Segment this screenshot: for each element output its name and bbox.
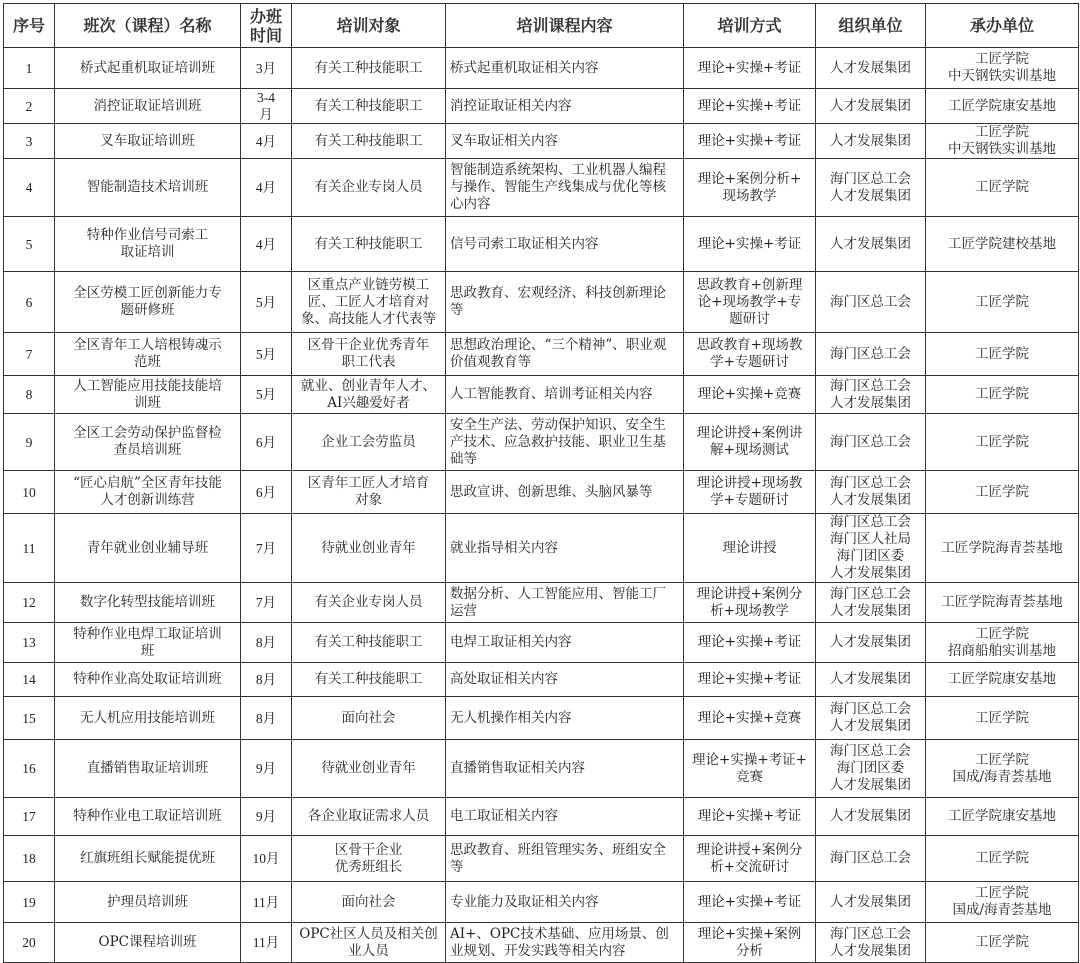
cell-target-audience: 面向社会	[292, 882, 446, 923]
cell-organizer: 海门区总工会 人才发展集团	[816, 697, 926, 740]
cell-training-method: 理论+实操+竞赛	[684, 376, 816, 414]
cell-month: 8月	[241, 697, 292, 740]
cell-organizer: 海门区总工会	[816, 836, 926, 882]
cell-organizer: 海门区总工会 人才发展集团	[816, 376, 926, 414]
cell-training-method: 理论讲授	[684, 514, 816, 583]
cell-course-content: 消控证取证相关内容	[446, 89, 684, 124]
cell-target-audience: OPC社区人员及相关创 业人员	[292, 923, 446, 963]
cell-month: 5月	[241, 333, 292, 376]
cell-course-content: 高处取证相关内容	[446, 663, 684, 697]
table-row	[4, 471, 1079, 514]
cell-month: 11月	[241, 882, 292, 923]
cell-target-audience: 有关工种技能职工	[292, 623, 446, 663]
cell-course-name: 数字化转型技能培训班	[55, 583, 241, 623]
table-row	[4, 124, 1079, 159]
cell-course-content: 电焊工取证相关内容	[446, 623, 684, 663]
cell-training-method: 理论讲授+案例讲 解+现场测试	[684, 414, 816, 471]
cell-index: 14	[4, 663, 55, 697]
cell-training-method: 理论讲授+现场教 学+专题研讨	[684, 471, 816, 514]
cell-target-audience: 就业、创业青年人才、 AI兴趣爱好者	[292, 376, 446, 414]
cell-course-name: 直播销售取证培训班	[55, 740, 241, 798]
cell-course-name: 特种作业高处取证培训班	[55, 663, 241, 697]
table-row	[4, 836, 1079, 882]
cell-host: 工匠学院	[926, 697, 1079, 740]
cell-course-name: 智能制造技术培训班	[55, 159, 241, 217]
cell-target-audience: 区重点产业链劳模工 匠、工匠人才培育对 象、高技能人才代表等	[292, 272, 446, 333]
cell-index: 20	[4, 923, 55, 963]
cell-course-content: 就业指导相关内容	[446, 514, 684, 583]
table-row	[4, 414, 1079, 471]
cell-organizer: 海门区总工会 人才发展集团	[816, 923, 926, 963]
cell-course-content: 叉车取证相关内容	[446, 124, 684, 159]
table-row	[4, 583, 1079, 623]
table-row	[4, 217, 1079, 272]
header-index: 序号	[4, 4, 55, 48]
cell-course-name: 青年就业创业辅导班	[55, 514, 241, 583]
cell-course-name: 护理员培训班	[55, 882, 241, 923]
cell-course-name: OPC课程培训班	[55, 923, 241, 963]
cell-index: 2	[4, 89, 55, 124]
cell-host: 工匠学院	[926, 159, 1079, 217]
cell-host: 工匠学院 招商船舶实训基地	[926, 623, 1079, 663]
cell-organizer: 人才发展集团	[816, 623, 926, 663]
cell-course-name: 特种作业电焊工取证培训 班	[55, 623, 241, 663]
table-row	[4, 740, 1079, 798]
cell-target-audience: 有关工种技能职工	[292, 663, 446, 697]
cell-organizer: 人才发展集团	[816, 89, 926, 124]
cell-month: 8月	[241, 623, 292, 663]
header-training-method: 培训方式	[684, 4, 816, 48]
cell-course-name: 全区青年工人培根铸魂示 范班	[55, 333, 241, 376]
cell-month: 10月	[241, 836, 292, 882]
header-month: 办班 时间	[241, 4, 292, 48]
cell-index: 18	[4, 836, 55, 882]
cell-training-method: 理论+实操+考证	[684, 124, 816, 159]
cell-index: 9	[4, 414, 55, 471]
table-row	[4, 333, 1079, 376]
cell-target-audience: 各企业取证需求人员	[292, 798, 446, 836]
header-course-content: 培训课程内容	[446, 4, 684, 48]
header-course-name: 班次（课程）名称	[55, 4, 241, 48]
cell-index: 19	[4, 882, 55, 923]
cell-course-name: 全区劳模工匠创新能力专 题研修班	[55, 272, 241, 333]
table-row	[4, 923, 1079, 963]
cell-course-content: 桥式起重机取证相关内容	[446, 48, 684, 89]
cell-organizer: 人才发展集团	[816, 882, 926, 923]
cell-training-method: 理论+实操+考证	[684, 89, 816, 124]
cell-organizer: 人才发展集团	[816, 48, 926, 89]
cell-training-method: 理论+实操+案例 分析	[684, 923, 816, 963]
cell-target-audience: 有关工种技能职工	[292, 124, 446, 159]
table-row	[4, 514, 1079, 583]
cell-month: 3-4 月	[241, 89, 292, 124]
cell-index: 17	[4, 798, 55, 836]
cell-month: 7月	[241, 583, 292, 623]
cell-month: 8月	[241, 663, 292, 697]
cell-target-audience: 区骨干企业优秀青年 职工代表	[292, 333, 446, 376]
cell-target-audience: 有关工种技能职工	[292, 48, 446, 89]
cell-index: 7	[4, 333, 55, 376]
cell-organizer: 海门区总工会 海门团区委 人才发展集团	[816, 740, 926, 798]
cell-host: 工匠学院康安基地	[926, 798, 1079, 836]
cell-month: 9月	[241, 798, 292, 836]
cell-index: 10	[4, 471, 55, 514]
table-row	[4, 48, 1079, 89]
cell-host: 工匠学院 国成/海青荟基地	[926, 740, 1079, 798]
cell-course-content: 思政教育、班组管理实务、班组安全等	[446, 836, 684, 882]
cell-month: 4月	[241, 217, 292, 272]
cell-course-name: 红旗班组长赋能提优班	[55, 836, 241, 882]
cell-training-method: 理论+实操+考证	[684, 623, 816, 663]
cell-index: 13	[4, 623, 55, 663]
table-row	[4, 272, 1079, 333]
cell-course-content: AI+、OPC技术基础、应用场景、创业规划、开发实践等相关内容	[446, 923, 684, 963]
training-schedule-table	[3, 3, 1079, 963]
cell-host: 工匠学院 中天钢铁实训基地	[926, 48, 1079, 89]
cell-organizer: 海门区总工会	[816, 414, 926, 471]
cell-course-name: 特种作业信号司索工 取证培训	[55, 217, 241, 272]
cell-training-method: 理论+实操+考证	[684, 48, 816, 89]
cell-organizer: 海门区总工会 人才发展集团	[816, 583, 926, 623]
table-row	[4, 663, 1079, 697]
cell-course-name: 无人机应用技能培训班	[55, 697, 241, 740]
table-row	[4, 623, 1079, 663]
cell-course-content: 思政教育、宏观经济、科技创新理论等	[446, 272, 684, 333]
header-organizer: 组织单位	[816, 4, 926, 48]
cell-host: 工匠学院建校基地	[926, 217, 1079, 272]
cell-training-method: 理论+实操+考证	[684, 882, 816, 923]
cell-organizer: 海门区总工会 人才发展集团	[816, 471, 926, 514]
cell-course-name: 桥式起重机取证培训班	[55, 48, 241, 89]
cell-host: 工匠学院海青荟基地	[926, 514, 1079, 583]
cell-host: 工匠学院 国成/海青荟基地	[926, 882, 1079, 923]
cell-host: 工匠学院	[926, 414, 1079, 471]
cell-course-content: 无人机操作相关内容	[446, 697, 684, 740]
cell-organizer: 海门区总工会 人才发展集团	[816, 159, 926, 217]
cell-host: 工匠学院	[926, 376, 1079, 414]
header-target-audience: 培训对象	[292, 4, 446, 48]
cell-target-audience: 有关工种技能职工	[292, 89, 446, 124]
cell-host: 工匠学院	[926, 836, 1079, 882]
header-host: 承办单位	[926, 4, 1079, 48]
cell-course-content: 思想政治理论、“三个精神”、职业观价值观教育等	[446, 333, 684, 376]
cell-organizer: 人才发展集团	[816, 798, 926, 836]
cell-training-method: 理论+实操+竞赛	[684, 697, 816, 740]
cell-course-name: 叉车取证培训班	[55, 124, 241, 159]
cell-course-content: 智能制造系统架构、工业机器人编程与操作、智能生产线集成与优化等核心内容	[446, 159, 684, 217]
cell-training-method: 理论+实操+考证+ 竞赛	[684, 740, 816, 798]
table-row	[4, 697, 1079, 740]
cell-target-audience: 待就业创业青年	[292, 740, 446, 798]
cell-course-name: 全区工会劳动保护监督检 查员培训班	[55, 414, 241, 471]
table-header-row	[4, 4, 1079, 48]
cell-training-method: 理论+实操+考证	[684, 663, 816, 697]
cell-training-method: 理论讲授+案例分 析+交流研讨	[684, 836, 816, 882]
cell-course-content: 人工智能教育、培训考证相关内容	[446, 376, 684, 414]
cell-course-name: 消控证取证培训班	[55, 89, 241, 124]
cell-organizer: 海门区总工会	[816, 333, 926, 376]
cell-course-content: 信号司索工取证相关内容	[446, 217, 684, 272]
cell-target-audience: 待就业创业青年	[292, 514, 446, 583]
cell-month: 6月	[241, 471, 292, 514]
table-row	[4, 159, 1079, 217]
cell-month: 6月	[241, 414, 292, 471]
cell-organizer: 人才发展集团	[816, 124, 926, 159]
cell-course-content: 安全生产法、劳动保护知识、安全生产技术、应急救护技能、职业卫生基础等	[446, 414, 684, 471]
cell-month: 9月	[241, 740, 292, 798]
cell-host: 工匠学院	[926, 272, 1079, 333]
cell-host: 工匠学院康安基地	[926, 663, 1079, 697]
cell-target-audience: 面向社会	[292, 697, 446, 740]
cell-target-audience: 有关企业专岗人员	[292, 583, 446, 623]
cell-index: 8	[4, 376, 55, 414]
cell-host: 工匠学院	[926, 923, 1079, 963]
cell-organizer: 人才发展集团	[816, 217, 926, 272]
cell-target-audience: 区青年工匠人才培育 对象	[292, 471, 446, 514]
cell-month: 5月	[241, 376, 292, 414]
cell-course-content: 数据分析、人工智能应用、智能工厂运营	[446, 583, 684, 623]
cell-index: 16	[4, 740, 55, 798]
table-row	[4, 376, 1079, 414]
cell-target-audience: 区骨干企业 优秀班组长	[292, 836, 446, 882]
cell-target-audience: 有关企业专岗人员	[292, 159, 446, 217]
cell-host: 工匠学院康安基地	[926, 89, 1079, 124]
cell-target-audience: 企业工会劳监员	[292, 414, 446, 471]
cell-course-name: “匠心启航”全区青年技能 人才创新训练营	[55, 471, 241, 514]
cell-course-name: 人工智能应用技能技能培 训班	[55, 376, 241, 414]
cell-course-content: 思政宣讲、创新思维、头脑风暴等	[446, 471, 684, 514]
cell-course-content: 专业能力及取证相关内容	[446, 882, 684, 923]
cell-organizer: 人才发展集团	[816, 663, 926, 697]
cell-index: 4	[4, 159, 55, 217]
cell-month: 3月	[241, 48, 292, 89]
cell-organizer: 海门区总工会 海门区人社局 海门团区委 人才发展集团	[816, 514, 926, 583]
cell-target-audience: 有关工种技能职工	[292, 217, 446, 272]
cell-index: 11	[4, 514, 55, 583]
cell-month: 7月	[241, 514, 292, 583]
cell-course-content: 直播销售取证相关内容	[446, 740, 684, 798]
cell-index: 3	[4, 124, 55, 159]
cell-training-method: 理论讲授+案例分 析+现场教学	[684, 583, 816, 623]
table-row	[4, 798, 1079, 836]
cell-index: 5	[4, 217, 55, 272]
cell-index: 12	[4, 583, 55, 623]
cell-organizer: 海门区总工会	[816, 272, 926, 333]
table-row	[4, 89, 1079, 124]
cell-month: 11月	[241, 923, 292, 963]
cell-index: 1	[4, 48, 55, 89]
table-row	[4, 882, 1079, 923]
cell-host: 工匠学院	[926, 471, 1079, 514]
cell-index: 6	[4, 272, 55, 333]
cell-month: 4月	[241, 159, 292, 217]
cell-index: 15	[4, 697, 55, 740]
cell-training-method: 理论+实操+考证	[684, 798, 816, 836]
cell-host: 工匠学院 中天钢铁实训基地	[926, 124, 1079, 159]
cell-host: 工匠学院海青荟基地	[926, 583, 1079, 623]
cell-training-method: 理论+实操+考证	[684, 217, 816, 272]
cell-course-content: 电工取证相关内容	[446, 798, 684, 836]
cell-training-method: 思政教育+现场教 学+专题研讨	[684, 333, 816, 376]
cell-month: 4月	[241, 124, 292, 159]
cell-course-name: 特种作业电工取证培训班	[55, 798, 241, 836]
cell-training-method: 思政教育+创新理 论+现场教学+专 题研讨	[684, 272, 816, 333]
cell-training-method: 理论+案例分析+ 现场教学	[684, 159, 816, 217]
cell-host: 工匠学院	[926, 333, 1079, 376]
cell-month: 5月	[241, 272, 292, 333]
